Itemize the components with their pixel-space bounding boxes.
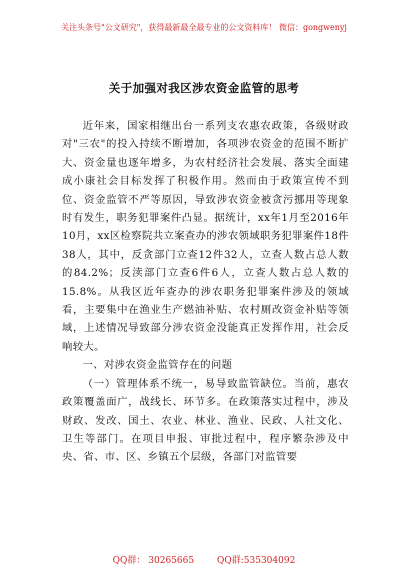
document-title: 关于加强对我区涉农资金监管的思考 [108,81,300,95]
header-banner: 关注头条号"公文研究"，获得最新最全最专业的公文资料库！ 微信：gongwenyj [61,23,347,32]
paragraph-subsection-1: （一）管理体系不统一，易导致监管缺位。当前，惠农政策覆盖面广，战线长、环节多。在政策落实过程中，涉及财政、发改、国土、农业、林业、渔业、民政、人社文化、卫生等部门。在项目申报、审批过程中，程序繁杂涉及中央、省、市、区、乡镇五个层级，各部门对监管要 [62,377,349,464]
section-heading: 一、对涉农资金监管存在的问题 [82,359,233,372]
paragraph-intro: 近年来，国家相继出台一系列支农惠农政策，各级财政对"三农"的投入持续不断增加，各项涉农资金的范围不断扩大、资金量也逐年增多，为农村经济社会发展、落实全面建成小康社会目标发挥了积极作用。然而由于政策宣传不到位、资金监管不严等原因，导致涉农资金被贪污挪用等现象时有发生，职务犯罪案件凸显。据统计，xx年1月至2016年10月，xx区检察院共立案查办的涉农领域职务犯罪案件18件38人，其中，反贪部门立查12件32人，立查人数占总人数的84.2%；反渎部门立查6件6人，立查人数占总人数的15.8%。从我区近年查办的涉农职务犯罪案件涉及的领域看，主要集中在渔业生产燃油补贴、农村厕改资金补贴等领域，上述情况导致部分涉农资金没能真正发挥作用，社会反响较大。 [62,120,349,353]
footer-qq-groups: QQ群： 30265665 QQ群:535304092 [112,556,296,566]
document-body [62,117,349,467]
